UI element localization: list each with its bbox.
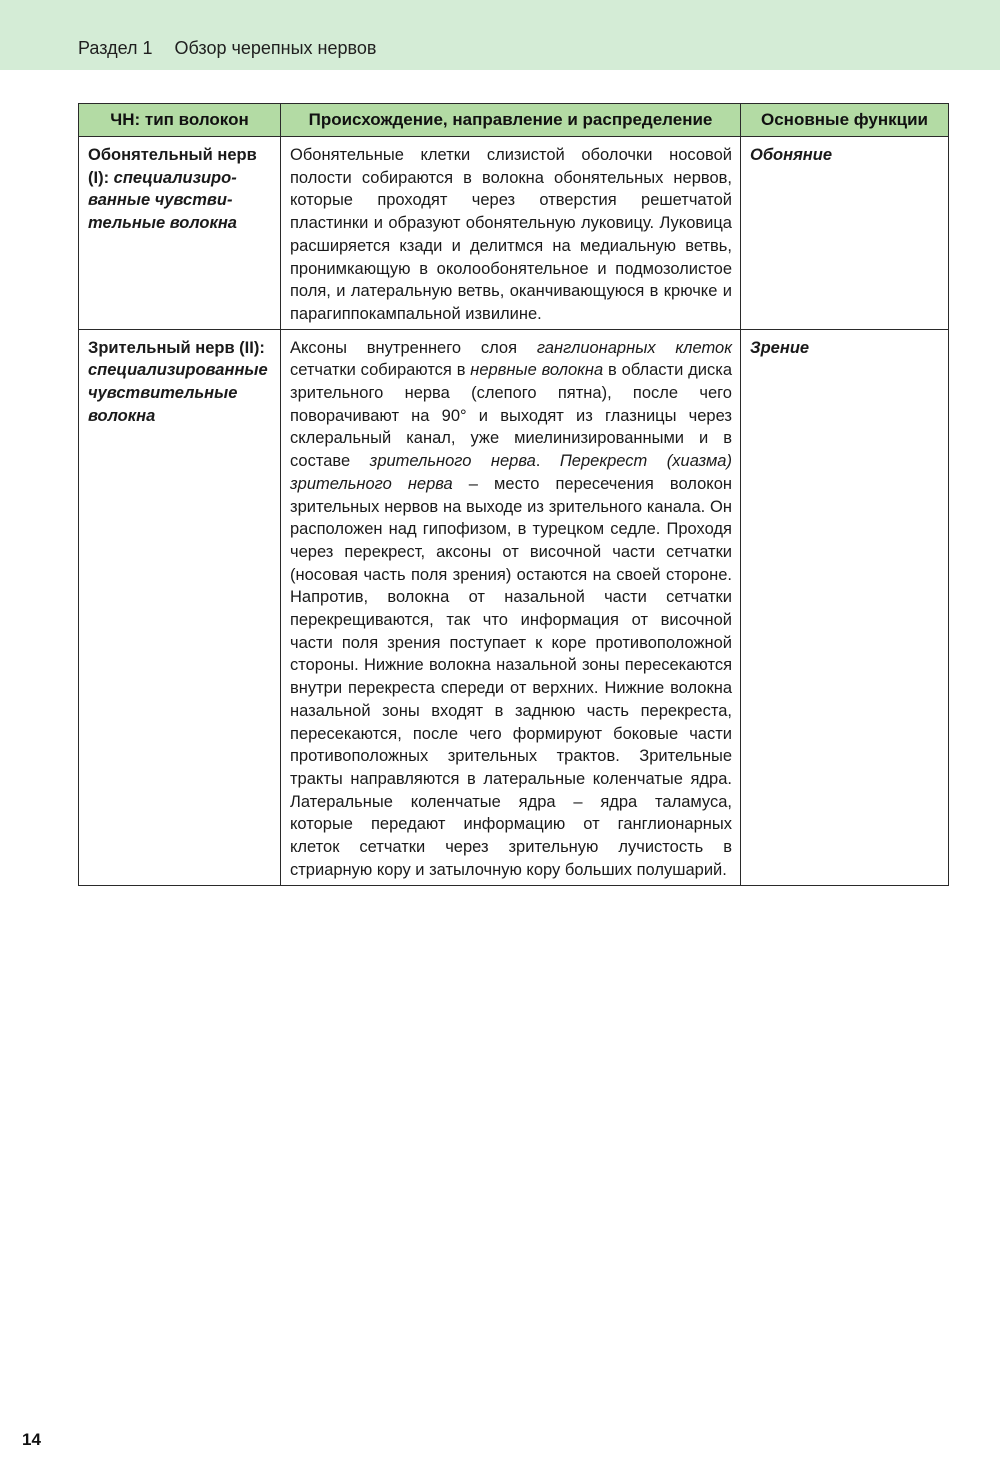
function-cell: Обоняние	[741, 137, 949, 330]
text-run: – место пересечения волокон зрительных нервов на выходе из зрительного канала. Он расположен над гипофизом, в турецком седле. Проходя через перекрест, аксоны от височной части сетчатки (носовая часть поля зрения) остаются на своей стороне. Напротив, волокна от назальной части сетчатки перекрещиваются, так что информация от височной части поля зрения поступает к коре противоположной стороны. Нижние волокна назальной зоны пересекаются внутри перекреста спереди от верхних. Нижние волокна назальной зоны входят в заднюю часть перекреста, пересекаются, после чего формируют боковые части противоположных зрительных трактов. Зрительные тракты направляются в латеральные коленчатые ядра. Латеральные коленчатые ядра – ядра таламуса, которые передают информацию от ганглионарных клеток сетчатки через зрительную лучистость в стриарную кору и затылочную кору больших полушарий.	[290, 474, 732, 879]
column-header-origin: Происхождение, направление и распределение	[281, 104, 741, 137]
cranial-nerves-table	[78, 103, 949, 886]
italic-term: зрительного нерва	[369, 452, 536, 471]
column-header-function: Основные функции	[741, 104, 949, 137]
origin-cell	[281, 329, 741, 885]
italic-term: ганглионарных клеток	[536, 338, 732, 357]
fiber-type: специализированные чувствительные волокна	[88, 361, 268, 425]
italic-term: Перекрест (хиазма) зрительного нерва	[290, 452, 732, 493]
section-label: Раздел 1	[78, 38, 153, 58]
table-header-row	[79, 104, 949, 137]
italic-term: нервные волокна	[470, 361, 604, 380]
running-header-band	[0, 0, 1000, 70]
table-row	[79, 329, 949, 885]
text-run: сетчатки собираются в	[290, 361, 471, 380]
nerve-cell	[79, 137, 281, 330]
table-row	[79, 137, 949, 330]
nerve-cell	[79, 329, 281, 885]
text-run: Аксоны внутреннего слоя	[290, 338, 537, 357]
section-title: Обзор черепных нервов	[174, 38, 377, 58]
function-cell: Зрение	[741, 329, 949, 885]
column-header-nerve: ЧН: тип волокон	[79, 104, 281, 137]
page-number: 14	[22, 1430, 41, 1449]
text-run: Обонятельные клетки слизистой оболочки носовой полости собираются в волокна обонятельных нервов, которые проходят через отверстия решетчатой пластинки и образуют обонятельную луковицу. Луковица расширяется кзади и делитмся на медиальную ветвь, пронимкающую в околообонятельное и подмозолистое поля, и латеральную ветвь, оканчивающуюся в крючке и парагиппокампальной извилине.	[290, 146, 732, 323]
origin-cell	[281, 137, 741, 330]
running-header	[78, 38, 376, 59]
nerve-name: Обонятельный нерв (I):	[88, 146, 257, 187]
text-run: .	[535, 452, 560, 471]
nerve-name: Зрительный нерв (II):	[88, 338, 265, 357]
text-run: в области диска зрительного нерва (слепого пятна), после чего поворачивают на 90° и выходят из глазницы через склеральный канал, уже миелинизированными и в составе	[290, 361, 732, 471]
fiber-type: специализированные чувствительные волокна	[88, 168, 237, 233]
